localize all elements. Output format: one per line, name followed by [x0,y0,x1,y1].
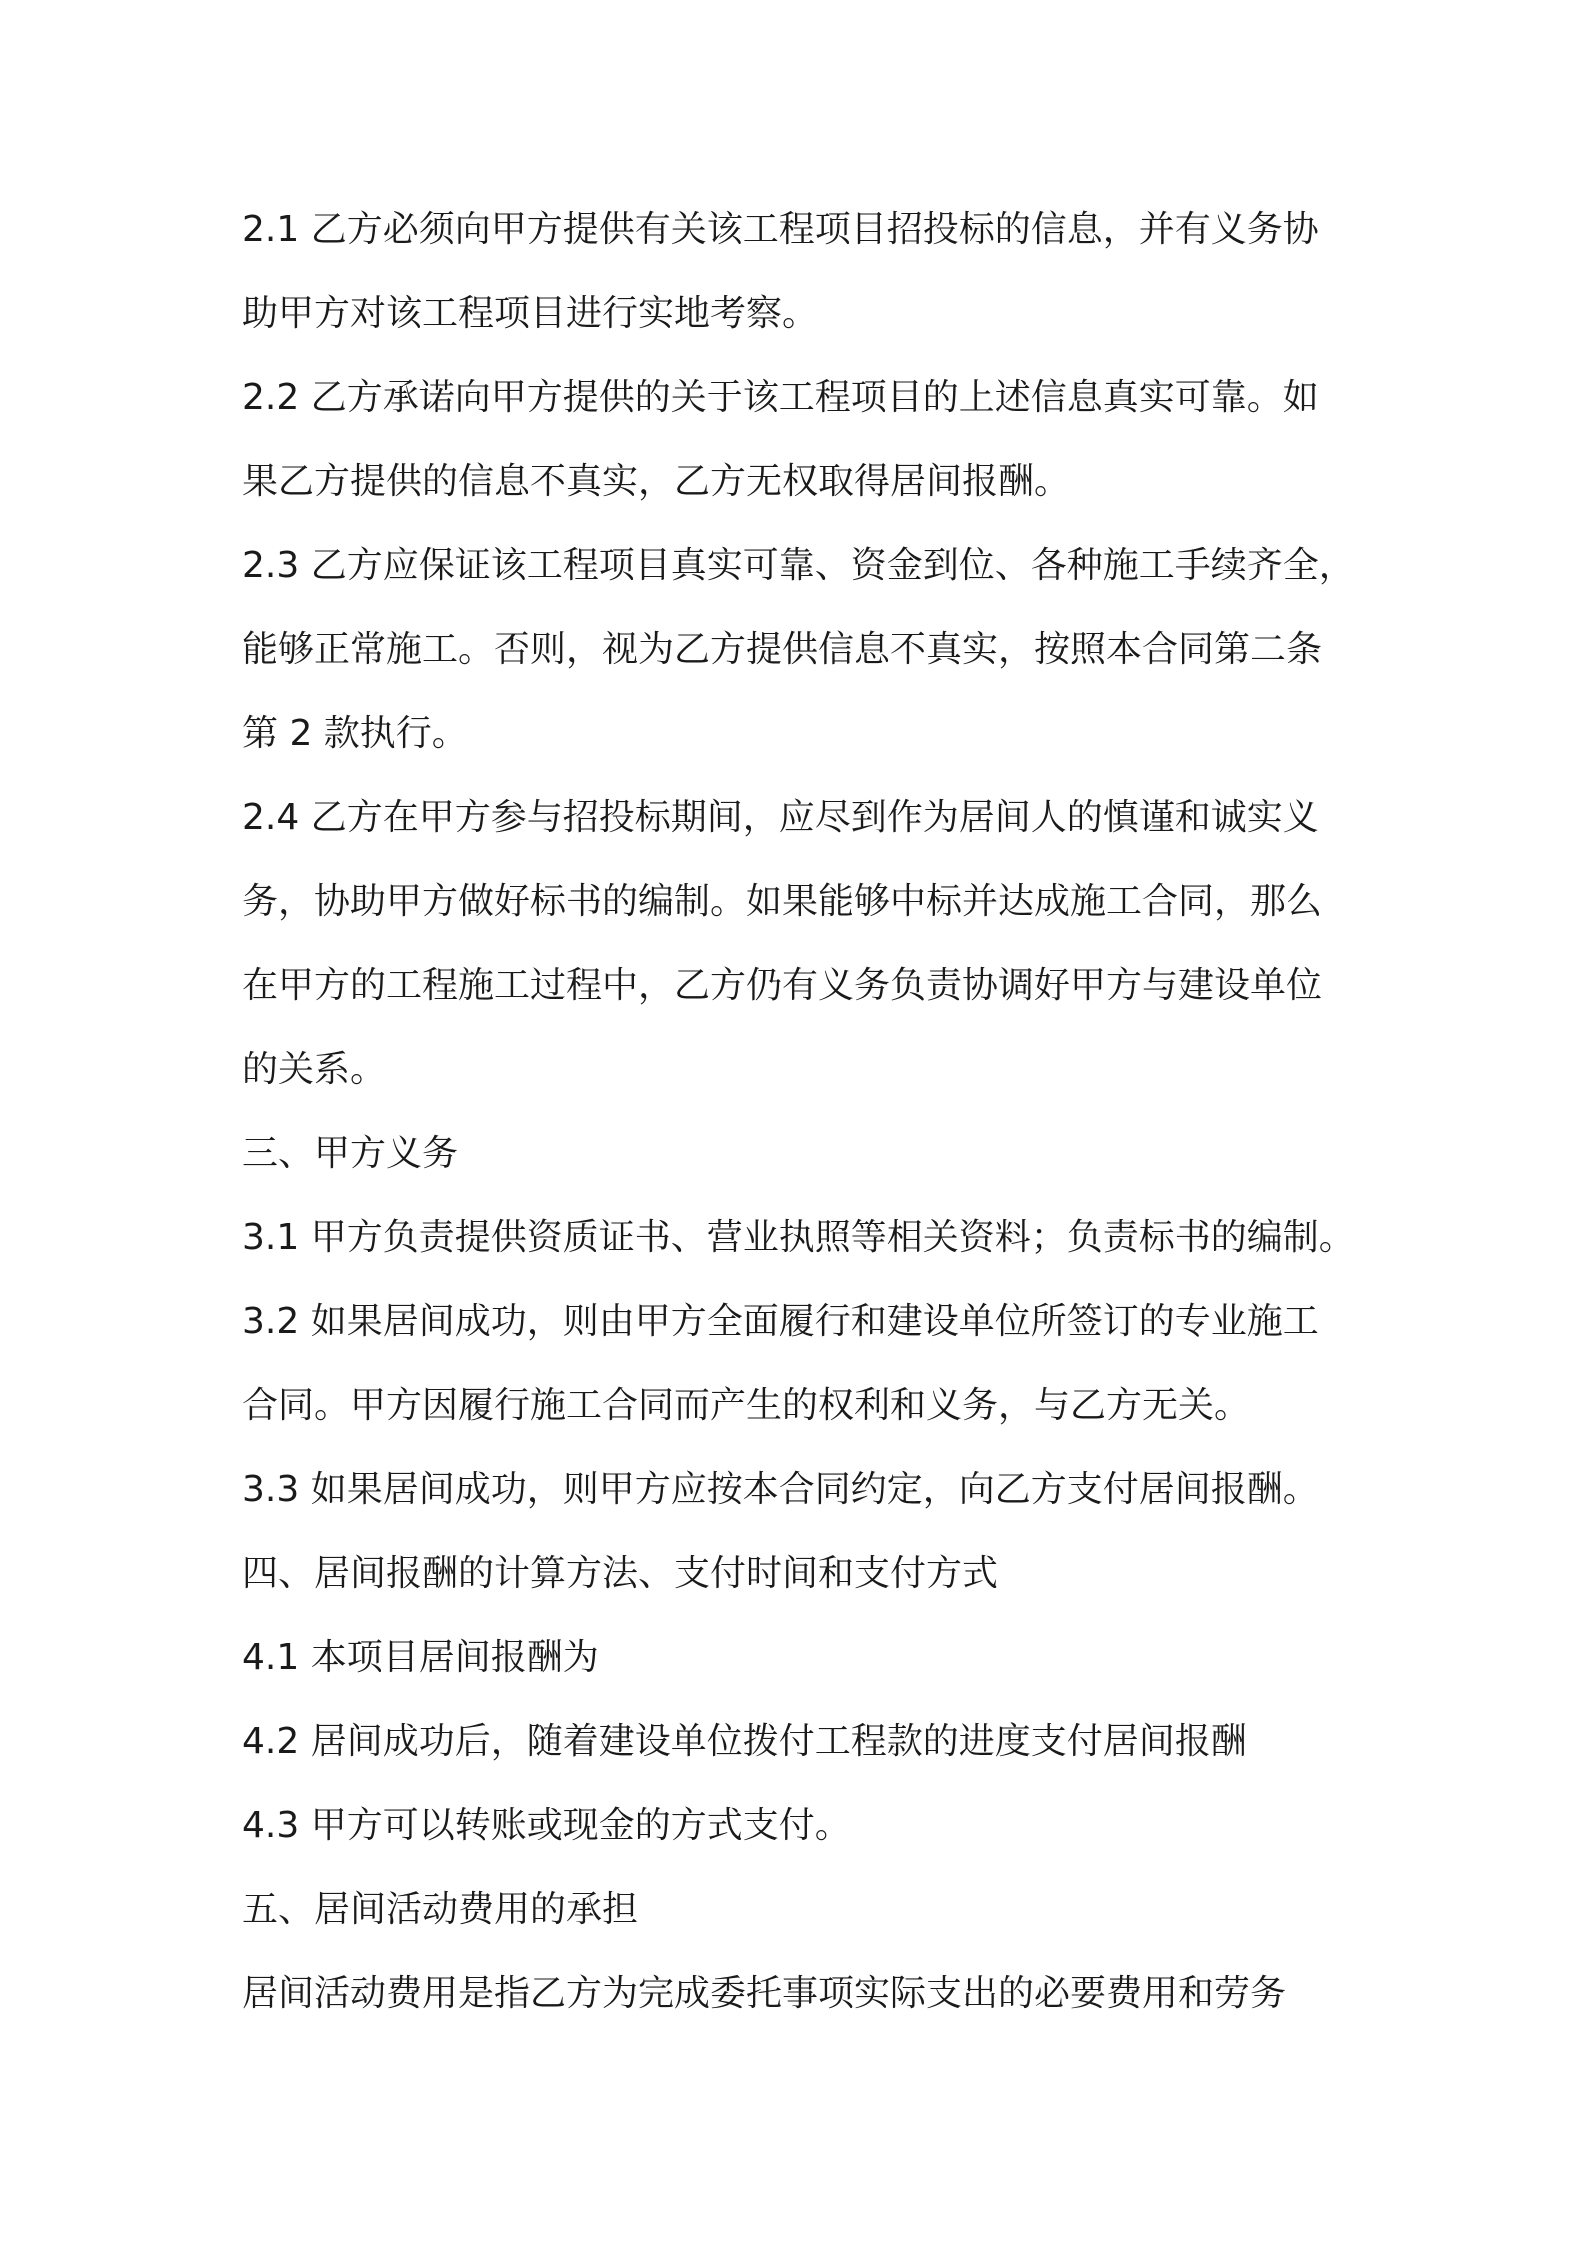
clause-2-4-line-4: 的关系。 [242,1049,387,1090]
clause-2-3-line-1: 2.3 乙方应保证该工程项目真实可靠、资金到位、各种施工手续齐全， [242,545,1355,586]
clause-2-2-line-1: 2.2 乙方承诺向甲方提供的关于该工程项目的上述信息真实可靠。如 [242,377,1319,418]
document-body [242,188,1362,2036]
clause-2-1-line-1: 2.1 乙方必须向甲方提供有关该工程项目招投标的信息，并有义务协 [242,209,1319,250]
section-3-heading: 三、甲方义务 [242,1133,459,1174]
clause-2-3-line-2: 能够正常施工。否则，视为乙方提供信息不真实，按照本合同第二条 [242,629,1323,670]
clause-4-3-line-1: 4.3 甲方可以转账或现金的方式支付。 [242,1805,851,1846]
clause-2-4-line-2: 务，协助甲方做好标书的编制。如果能够中标并达成施工合同，那么 [242,881,1323,922]
clause-3-1-line-1: 3.1 甲方负责提供资质证书、营业执照等相关资料；负责标书的编制。 [242,1217,1355,1258]
section-4-heading: 四、居间报酬的计算方法、支付时间和支付方式 [242,1553,999,1594]
clause-4-1-line-1: 4.1 本项目居间报酬为 [242,1637,599,1678]
section-5-heading: 五、居间活动费用的承担 [242,1889,639,1930]
clause-2-3-line-3: 第 2 款执行。 [242,713,468,754]
clause-3-2-line-1: 3.2 如果居间成功，则由甲方全面履行和建设单位所签订的专业施工 [242,1301,1319,1342]
clause-4-2-line-1: 4.2 居间成功后，随着建设单位拨付工程款的进度支付居间报酬 [242,1721,1247,1762]
section-5-paragraph-line-1: 居间活动费用是指乙方为完成委托事项实际支出的必要费用和劳务 [242,1973,1287,2014]
clause-2-2-line-2: 果乙方提供的信息不真实，乙方无权取得居间报酬。 [242,461,1071,502]
clause-2-4-line-1: 2.4 乙方在甲方参与招投标期间，应尽到作为居间人的慎谨和诚实义 [242,797,1319,838]
clause-2-1-line-2: 助甲方对该工程项目进行实地考察。 [242,293,819,334]
clause-2-4-line-3: 在甲方的工程施工过程中，乙方仍有义务负责协调好甲方与建设单位 [242,965,1323,1006]
clause-3-3-line-1: 3.3 如果居间成功，则甲方应按本合同约定，向乙方支付居间报酬。 [242,1469,1319,1510]
clause-3-2-line-2: 合同。甲方因履行施工合同而产生的权利和义务，与乙方无关。 [242,1385,1251,1426]
